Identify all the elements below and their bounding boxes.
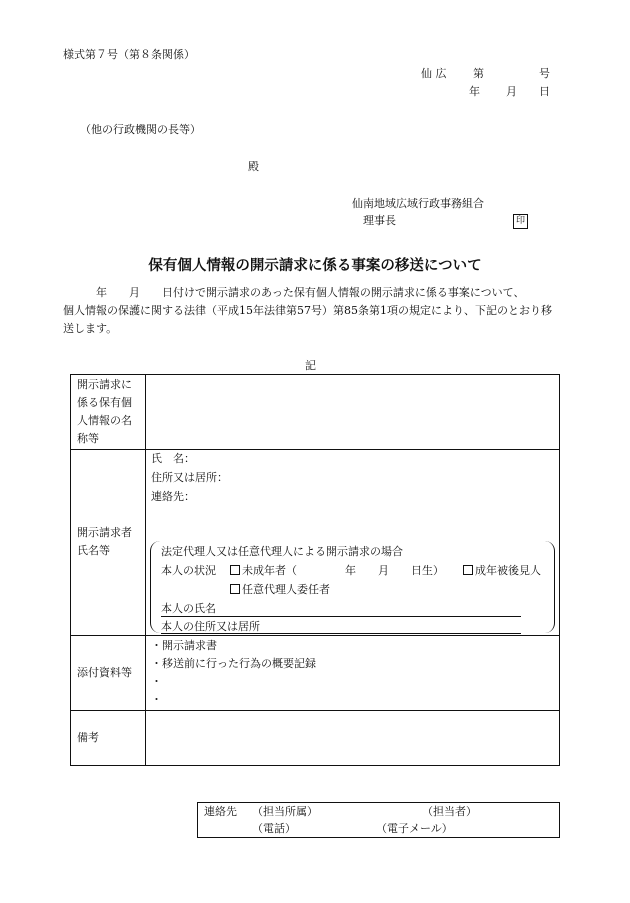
requester-contact-label: 連絡先： <box>151 490 195 503</box>
attachment-item: ・開示請求書 <box>151 639 217 652</box>
contact-person: （担当者） <box>422 805 477 818</box>
attachment-item: ・ <box>151 675 162 688</box>
contact-box <box>197 802 560 838</box>
agent-heading: 法定代理人又は任意代理人による開示請求の場合 <box>161 545 403 558</box>
contact-phone: （電話） <box>252 822 296 835</box>
sender-org: 仙南地域広域行政事務組合 <box>352 197 484 210</box>
document-title: 保有個人情報の開示請求に係る事案の移送について <box>148 258 482 274</box>
recipient: （他の行政機関の長等） <box>80 123 201 136</box>
attachment-item: ・移送前に行った行為の概要記録 <box>151 657 316 670</box>
requester-name-label: 氏 名： <box>151 452 195 465</box>
seal-mark: 印 <box>513 214 528 229</box>
adult-ward-label: 成年被後見人 <box>475 564 541 577</box>
requester-address-label: 住所又は居所： <box>151 471 228 484</box>
contact-dept: （担当所属） <box>252 805 318 818</box>
status-label: 本人の状況 <box>161 564 216 577</box>
row-label-remarks: 備考 <box>77 731 99 744</box>
ki-heading: 記 <box>305 359 316 372</box>
delegate-checkbox[interactable] <box>230 581 330 599</box>
checkbox-icon <box>463 565 473 575</box>
person-address-label: 本人の住所又は居所 <box>161 620 260 633</box>
body-paragraph <box>63 284 568 338</box>
minor-checkbox[interactable] <box>230 562 297 580</box>
details-table <box>70 374 560 766</box>
doc-number-go: 号 <box>539 67 550 80</box>
contact-label: 連絡先 <box>204 805 237 818</box>
adult-ward-checkbox[interactable] <box>463 562 541 580</box>
table-row-border <box>71 635 559 636</box>
body-line: 送します。 <box>63 322 118 335</box>
person-address-line <box>161 633 521 634</box>
doc-number-dai: 第 <box>473 67 484 80</box>
row-label-attachments: 添付資料等 <box>77 666 132 679</box>
table-row-border <box>71 710 559 711</box>
checkbox-icon <box>230 584 240 594</box>
contact-email: （電子メール） <box>376 822 453 835</box>
row-label-info-name: 開示請求に係る保有個人情報の名称等 <box>77 378 132 445</box>
checkbox-icon <box>230 565 240 575</box>
date-month: 月 <box>506 85 517 98</box>
table-divider <box>145 375 146 765</box>
body-line: 年 月 日付けで開示請求のあった保有個人情報の開示請求に係る事案について、 <box>63 286 525 299</box>
body-line: 個人情報の保護に関する法律（平成15年法律第57号）第85条第1項の規定により、下記のとおり移 <box>63 304 552 317</box>
dono: 殿 <box>248 160 259 173</box>
attachment-item: ・ <box>151 693 162 706</box>
table-row-border <box>71 449 559 450</box>
delegate-label: 任意代理人委任者 <box>242 583 330 596</box>
row-label-requester: 開示請求者氏名等 <box>77 526 132 557</box>
sender-title: 理事長 <box>363 214 396 227</box>
person-name-line <box>161 616 521 617</box>
person-name-label: 本人の氏名 <box>161 602 216 615</box>
date-year: 年 <box>469 85 480 98</box>
form-number: 様式第７号（第８条関係） <box>63 48 195 61</box>
minor-label: 未成年者（ <box>242 564 297 577</box>
minor-birthdate: 年 月 日生） <box>345 564 444 577</box>
doc-number-prefix: 仙 広 <box>421 67 447 80</box>
date-day: 日 <box>539 85 550 98</box>
